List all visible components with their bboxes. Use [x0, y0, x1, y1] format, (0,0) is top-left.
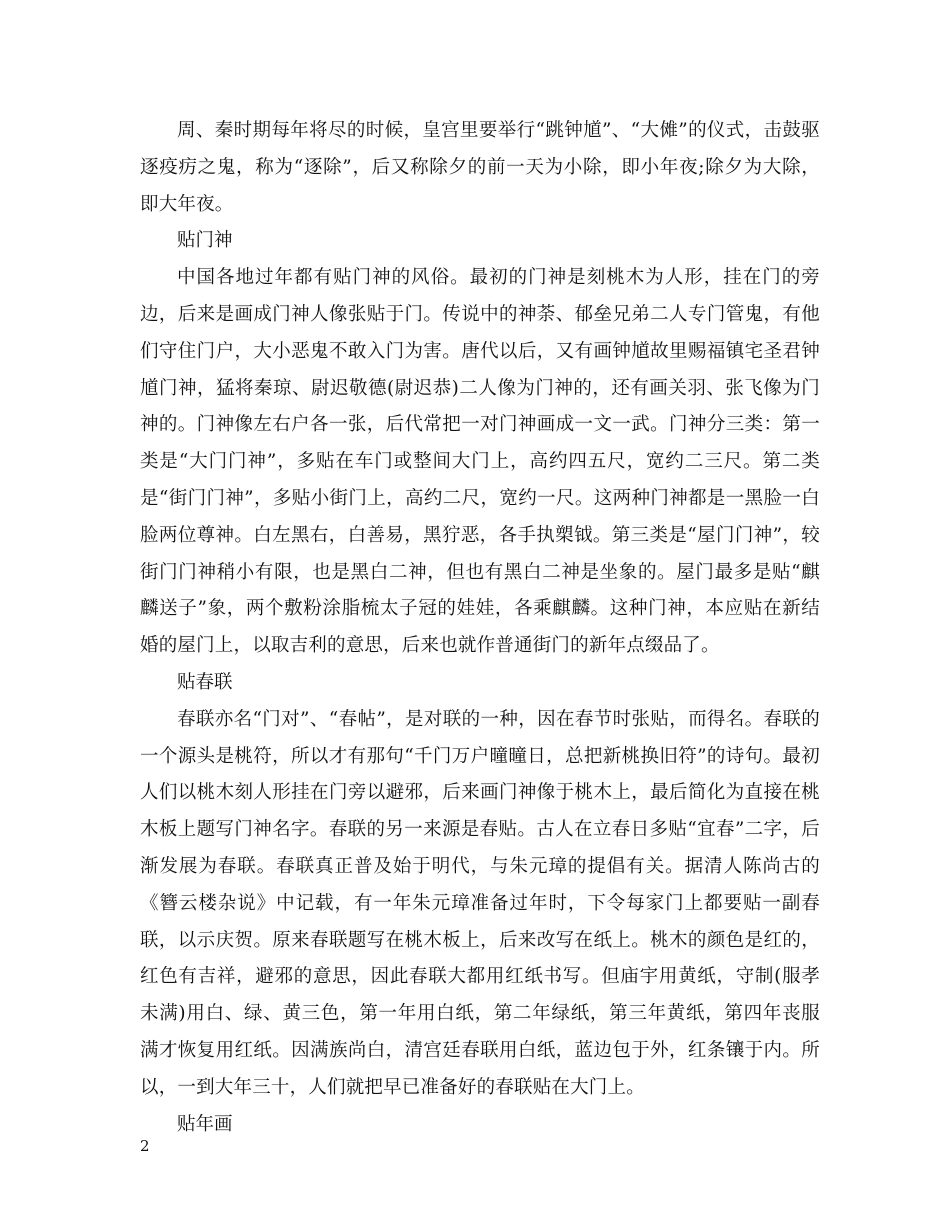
paragraph-chuxi-origin: 周、秦时期每年将尽的时候，皇宫里要举行“跳钟馗”、“大傩”的仪式，击鼓驱逐疫疠之鬼，称为“逐除”，后又称除夕的前一天为小除，即小年夜;除夕为大除，即大年夜。: [140, 120, 820, 215]
paragraph-spring-couplets: 春联亦名“门对”、“春帖”，是对联的一种，因在春节时张贴，而得名。春联的一个源头是桃符，所以才有那句“千门万户曈曈日，总把新桃换旧符”的诗句。最初人们以桃木刻人形挂在门旁以避邪，后来画门神像于桃木上，最后简化为直接在桃木板上题写门神名字。春联的另一来源是春贴。古人在立春日多贴“宜春”二字，后渐发展为春联。春联真正普及始于明代，与朱元璋的提倡有关。据清人陈尚古的《簪云楼杂说》中记载，有一年朱元璋准备过年时，下令每家门上都要贴一副春联，以示庆贺。原来春联题写在桃木板上，后来改写在纸上。桃木的颜色是红的，红色有吉祥，避邪的意思，因此春联大都用红纸书写。但庙宇用黄纸，守制(服孝未满)用白、绿、黄三色，第一年用白纸，第二年绿纸，第三年黄纸，第四年丧服满才恢复用红纸。因满族尚白，清宫廷春联用白纸，蓝边包于外，红条镶于内。所以，一到大年三十，人们就把早已准备好的春联贴在大门上。: [140, 708, 820, 1098]
document-body: [140, 113, 820, 1143]
paragraph-door-gods: 中国各地过年都有贴门神的风俗。最初的门神是刻桃木为人形，挂在门的旁边，后来是画成门神人像张贴于门。传说中的神荼、郁垒兄弟二人专门管鬼，有他们守住门户，大小恶鬼不敢入门为害。唐代以后，又有画钟馗故里赐福镇宅圣君钟馗门神，猛将秦琼、尉迟敬德(尉迟恭)二人像为门神的，还有画关羽、张飞像为门神的。门神像左右户各一张，后代常把一对门神画成一文一武。门神分三类：第一类是“大门门神”，多贴在车门或整间大门上，高约四五尺，宽约二三尺。第二类是“街门门神”，多贴小街门上，高约二尺，宽约一尺。这两种门神都是一黑脸一白脸两位尊神。白左黑右，白善易，黑狞恶，各手执槊钺。第三类是“屋门门神”，较街门门神稍小有限，也是黑白二神，但也有黑白二神是坐象的。屋门最多是贴“麒麟送子”象，两个敷粉涂脂梳太子冠的娃娃，各乘麒麟。这种门神，本应贴在新结婚的屋门上，以取吉利的意思，后来也就作普通街门的新年点缀品了。: [140, 267, 820, 657]
heading-new-year-paintings: 贴年画: [177, 1113, 233, 1135]
page-number: 2: [140, 1137, 150, 1155]
heading-spring-couplets: 贴春联: [177, 671, 233, 693]
heading-door-gods: 贴门神: [177, 230, 233, 252]
